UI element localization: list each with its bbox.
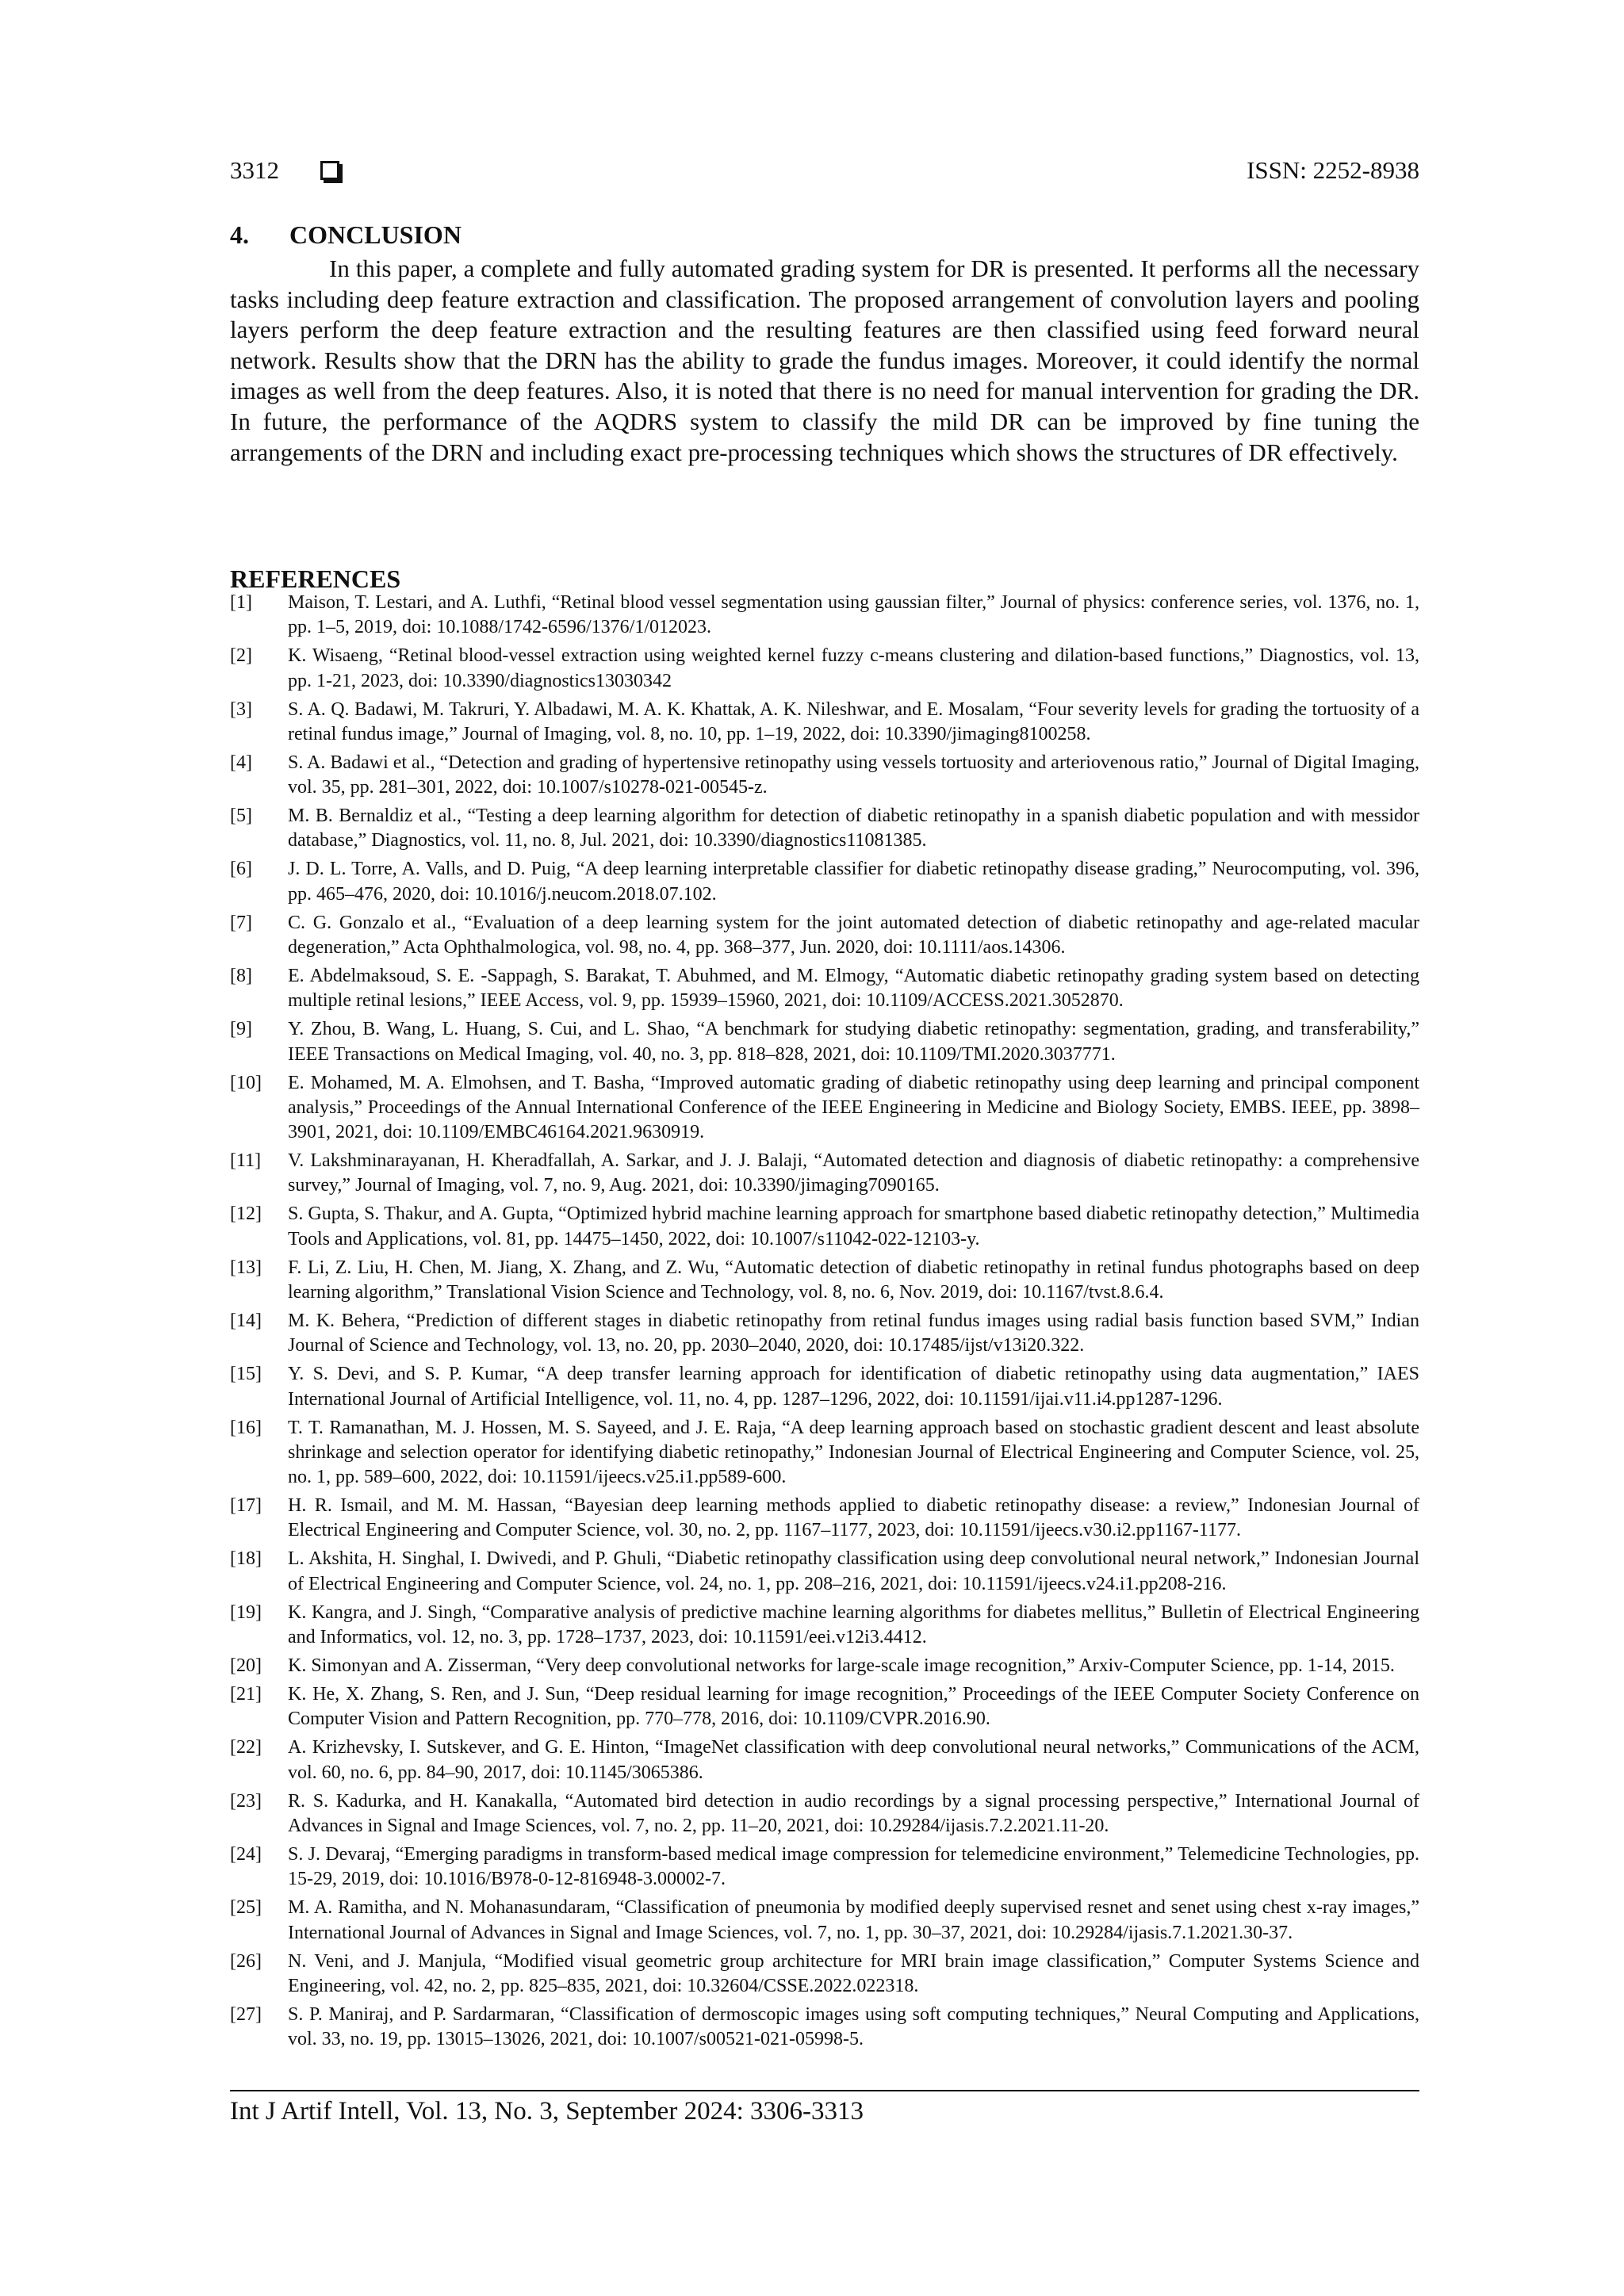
reference-number: [25]: [230, 1897, 262, 1919]
reference-item: [230, 804, 1419, 853]
reference-item: [230, 644, 1419, 693]
reference-item: [230, 1735, 1419, 1785]
reference-item: [230, 964, 1419, 1013]
reference-text: E. Abdelmaksoud, S. E. -Sappagh, S. Barakat, T. Abuhmed, and M. Elmogy, “Automatic diabetic retinopathy grading system based on detecting multiple retinal lesions,” IEEE Access, vol. 9, pp. 15939–15960, 2021, doi: 10.1109/ACCESS.2021.3052870.: [288, 966, 1419, 1012]
reference-text: H. R. Ismail, and M. M. Hassan, “Bayesian deep learning methods applied to diabetic retinopathy disease: a review,” Indonesian Journal of Electrical Engineering and Computer Science, vol. 30, no. 2, pp. 1167–1177, 2023, doi: 10.11591/ijeecs.v30.i2.pp1167-1177.: [288, 1495, 1419, 1541]
reference-number: [2]: [230, 645, 252, 667]
reference-number: [26]: [230, 1950, 262, 1972]
reference-number: [14]: [230, 1311, 262, 1332]
reference-number: [16]: [230, 1417, 262, 1438]
reference-item: [230, 1309, 1419, 1358]
reference-number: [9]: [230, 1019, 252, 1040]
reference-item: [230, 1071, 1419, 1146]
reference-text: M. B. Bernaldiz et al., “Testing a deep learning algorithm for detection of diabetic retinopathy in a spanish diabetic population and with messidor database,” Diagnostics, vol. 11, no. 8, Jul. 2021, doi: 10.3390/diagnostics11081385.: [288, 806, 1419, 851]
section-title: CONCLUSION: [289, 220, 462, 249]
reference-number: [11]: [230, 1150, 262, 1172]
reference-number: [12]: [230, 1203, 262, 1225]
reference-item: [230, 1416, 1419, 1490]
reference-text: K. He, X. Zhang, S. Ren, and J. Sun, “Deep residual learning for image recognition,” Proceedings of the IEEE Computer Society Conference on Computer Vision and Pattern Recognition, pp. 770–778, 2016, doi: 10.1109/CVPR.2016.90.: [288, 1684, 1419, 1730]
reference-text: F. Li, Z. Liu, H. Chen, M. Jiang, X. Zhang, and Z. Wu, “Automatic detection of diabetic retinopathy in retinal fundus photographs based on deep learning algorithm,” Translational Vision Science and Technology, vol. 8, no. 6, Nov. 2019, doi: 10.1167/tvst.8.6.4.: [288, 1257, 1419, 1303]
reference-item: [230, 1789, 1419, 1839]
reference-text: C. G. Gonzalo et al., “Evaluation of a deep learning system for the joint automated detection of diabetic retinopathy and age-related macular degeneration,” Acta Ophthalmologica, vol. 98, no. 4, pp. 368–377, Jun. 2020, doi: 10.1111/aos.14306.: [288, 912, 1419, 958]
reference-number: [13]: [230, 1257, 262, 1278]
reference-item: [230, 2003, 1419, 2052]
reference-number: [1]: [230, 592, 252, 613]
reference-text: S. A. Q. Badawi, M. Takruri, Y. Albadawi, M. A. K. Khattak, A. K. Nileshwar, and E. Mosalam, “Four severity levels for grading the tortuosity of a retinal fundus image,” Journal of Imaging, vol. 8, no. 10, pp. 1–19, 2022, doi: 10.3390/jimaging8100258.: [288, 698, 1419, 744]
reference-number: [3]: [230, 698, 252, 720]
reference-number: [18]: [230, 1548, 262, 1570]
reference-item: [230, 1601, 1419, 1650]
reference-list: [230, 591, 1419, 2056]
reference-item: [230, 857, 1419, 906]
reference-item: [230, 1362, 1419, 1411]
reference-text: V. Lakshminarayanan, H. Kheradfallah, A. Sarkar, and J. J. Balaji, “Automated detection and diagnosis of diabetic retinopathy: a comprehensive survey,” Journal of Imaging, vol. 7, no. 9, Aug. 2021, doi: 10.3390/jimaging7090165.: [288, 1150, 1419, 1196]
reference-item: [230, 911, 1419, 960]
reference-item: [230, 1017, 1419, 1066]
reference-number: [22]: [230, 1737, 262, 1758]
references-heading: REFERENCES: [230, 564, 401, 593]
footer-rule: [230, 2090, 1419, 2091]
reference-text: Maison, T. Lestari, and A. Luthfi, “Retinal blood vessel segmentation using gaussian filter,” Journal of physics: conference series, vol. 1376, no. 1, pp. 1–5, 2019, doi: 10.1088/1742-6596/1376/1/012023.: [288, 592, 1419, 638]
conclusion-paragraph: In this paper, a complete and fully automated grading system for DR is presented. It performs all the necessary tasks including deep feature extraction and classification. The proposed arrangement of convolution layers and pooling layers perform the deep feature extraction and the resulting features are then classified using feed forward neural network. Results show that the DRN has the ability to grade the fundus images. Moreover, it could identify the normal images as well from the deep features. Also, it is noted that there is no need for manual intervention for grading the DR. In future, the performance of the AQDRS system to classify the mild DR can be improved by fine tuning the arrangements of the DRN and including exact pre-processing techniques which shows the structures of DR effectively.: [230, 254, 1419, 466]
reference-number: [24]: [230, 1844, 262, 1866]
reference-number: [27]: [230, 2003, 262, 2025]
reference-text: M. K. Behera, “Prediction of different stages in diabetic retinopathy from retinal fundus images using radial basis function based SVM,” Indian Journal of Science and Technology, vol. 13, no. 20, pp. 2030–2040, 2020, doi: 10.17485/ijst/v13i20.322.: [288, 1311, 1419, 1357]
reference-item: [230, 1256, 1419, 1305]
reference-item: [230, 1202, 1419, 1251]
reference-item: [230, 751, 1419, 800]
reference-number: [15]: [230, 1364, 262, 1385]
reference-text: M. A. Ramitha, and N. Mohanasundaram, “Classification of pneumonia by modified deeply supervised resnet and senet using chest x-ray images,” International Journal of Advances in Signal and Image Sciences, vol. 7, no. 1, pp. 30–37, 2021, doi: 10.29284/ijasis.7.1.2021.30-37.: [288, 1897, 1419, 1943]
reference-text: N. Veni, and J. Manjula, “Modified visual geometric group architecture for MRI brain image classification,” Computer Systems Science and Engineering, vol. 42, no. 2, pp. 825–835, 2021, doi: 10.32604/CSSE.2022.022318.: [288, 1950, 1419, 1996]
reference-number: [7]: [230, 912, 252, 933]
reference-text: T. T. Ramanathan, M. J. Hossen, M. S. Sayeed, and J. E. Raja, “A deep learning approach based on stochastic gradient descent and least absolute shrinkage and selection operator for identifying diabetic retinopathy,” Indonesian Journal of Electrical Engineering and Computer Science, vol. 25, no. 1, pp. 589–600, 2022, doi: 10.11591/ijeecs.v25.i1.pp589-600.: [288, 1417, 1419, 1488]
reference-number: [6]: [230, 859, 252, 880]
reference-text: Y. S. Devi, and S. P. Kumar, “A deep transfer learning approach for identification of diabetic retinopathy using data augmentation,” IAES International Journal of Artificial Intelligence, vol. 11, no. 4, pp. 1287–1296, 2022, doi: 10.11591/ijai.v11.i4.pp1287-1296.: [288, 1364, 1419, 1410]
reference-number: [20]: [230, 1655, 262, 1677]
reference-text: L. Akshita, H. Singhal, I. Dwivedi, and P. Ghuli, “Diabetic retinopathy classification using deep convolutional neural network,” Indonesian Journal of Electrical Engineering and Computer Science, vol. 24, no. 1, pp. 208–216, 2021, doi: 10.11591/ijeecs.v24.i1.pp208-216.: [288, 1548, 1419, 1594]
reference-number: [19]: [230, 1601, 262, 1623]
issn: ISSN: 2252-8938: [1247, 156, 1419, 184]
reference-number: [8]: [230, 966, 252, 987]
reference-number: [10]: [230, 1072, 262, 1093]
running-header: [230, 156, 1419, 191]
reference-item: [230, 591, 1419, 640]
reference-item: [230, 1682, 1419, 1732]
page-number: 3312: [230, 156, 279, 184]
reference-number: [23]: [230, 1790, 262, 1812]
reference-number: [4]: [230, 752, 252, 773]
reference-text: S. A. Badawi et al., “Detection and grading of hypertensive retinopathy using vessels tortuosity and arteriovenous ratio,” Journal of Digital Imaging, vol. 35, pp. 281–301, 2022, doi: 10.1007/s10278-021-00545-z.: [288, 752, 1419, 798]
reference-text: K. Kangra, and J. Singh, “Comparative analysis of predictive machine learning algorithms for diabetes mellitus,” Bulletin of Electrical Engineering and Informatics, vol. 12, no. 3, pp. 1728–1737, 2023, doi: 10.11591/eei.v12i3.4412.: [288, 1601, 1419, 1647]
reference-item: [230, 698, 1419, 747]
reference-text: K. Simonyan and A. Zisserman, “Very deep convolutional networks for large-scale image recognition,” Arxiv-Computer Science, pp. 1-14, 2015.: [288, 1655, 1395, 1677]
reference-item: [230, 1494, 1419, 1543]
reference-item: [230, 1547, 1419, 1596]
conclusion-heading: [230, 220, 462, 250]
reference-text: S. J. Devaraj, “Emerging paradigms in transform-based medical image compression for telemedicine environment,” Telemedicine Technologies, pp. 15-29, 2019, doi: 10.1016/B978-0-12-816948-3.00002-7.: [288, 1844, 1419, 1890]
reference-text: S. P. Maniraj, and P. Sardarmaran, “Classification of dermoscopic images using soft computing techniques,” Neural Computing and Applications, vol. 33, no. 19, pp. 13015–13026, 2021, doi: 10.1007/s00521-021-05998-5.: [288, 2003, 1419, 2050]
reference-text: J. D. L. Torre, A. Valls, and D. Puig, “A deep learning interpretable classifier for diabetic retinopathy disease grading,” Neurocomputing, vol. 396, pp. 465–476, 2020, doi: 10.1016/j.neucom.2018.07.102.: [288, 859, 1419, 905]
reference-text: E. Mohamed, M. A. Elmohsen, and T. Basha, “Improved automatic grading of diabetic retinopathy using deep learning and principal component analysis,” Proceedings of the Annual International Conference of the IEEE Engineering in Medicine and Biology Society, EMBS. IEEE, pp. 3898–3901, 2021, doi: 10.1109/EMBC46164.2021.9630919.: [288, 1072, 1419, 1143]
reference-text: Y. Zhou, B. Wang, L. Huang, S. Cui, and L. Shao, “A benchmark for studying diabetic retinopathy: segmentation, grading, and transferability,” IEEE Transactions on Medical Imaging, vol. 40, no. 3, pp. 818–828, 2021, doi: 10.1109/TMI.2020.3037771.: [288, 1019, 1419, 1065]
reference-item: [230, 1654, 1419, 1678]
reference-text: S. Gupta, S. Thakur, and A. Gupta, “Optimized hybrid machine learning approach for smartphone based diabetic retinopathy detection,” Multimedia Tools and Applications, vol. 81, pp. 14475–1450, 2022, doi: 10.1007/s11042-022-12103-y.: [288, 1203, 1419, 1249]
reference-text: A. Krizhevsky, I. Sutskever, and G. E. Hinton, “ImageNet classification with deep convolutional neural networks,” Communications of the ACM, vol. 60, no. 6, pp. 84–90, 2017, doi: 10.1145/3065386.: [288, 1737, 1419, 1783]
footer-citation: Int J Artif Intell, Vol. 13, No. 3, September 2024: 3306-3313: [230, 2097, 864, 2126]
reference-item: [230, 1896, 1419, 1945]
reference-item: [230, 1843, 1419, 1892]
section-number: 4.: [230, 220, 249, 249]
reference-number: [21]: [230, 1684, 262, 1705]
reference-number: [5]: [230, 806, 252, 827]
reference-item: [230, 1149, 1419, 1198]
reference-text: K. Wisaeng, “Retinal blood-vessel extraction using weighted kernel fuzzy c-means clustering and dilation-based functions,” Diagnostics, vol. 13, pp. 1-21, 2023, doi: 10.3390/diagnostics13030342: [288, 645, 1419, 691]
reference-item: [230, 1950, 1419, 1999]
square-icon: [320, 161, 339, 180]
reference-text: R. S. Kadurka, and H. Kanakalla, “Automated bird detection in audio recordings by a signal processing perspective,” International Journal of Advances in Signal and Image Sciences, vol. 7, no. 2, pp. 11–20, 2021, doi: 10.29284/ijasis.7.2.2021.11-20.: [288, 1790, 1419, 1836]
reference-number: [17]: [230, 1495, 262, 1517]
